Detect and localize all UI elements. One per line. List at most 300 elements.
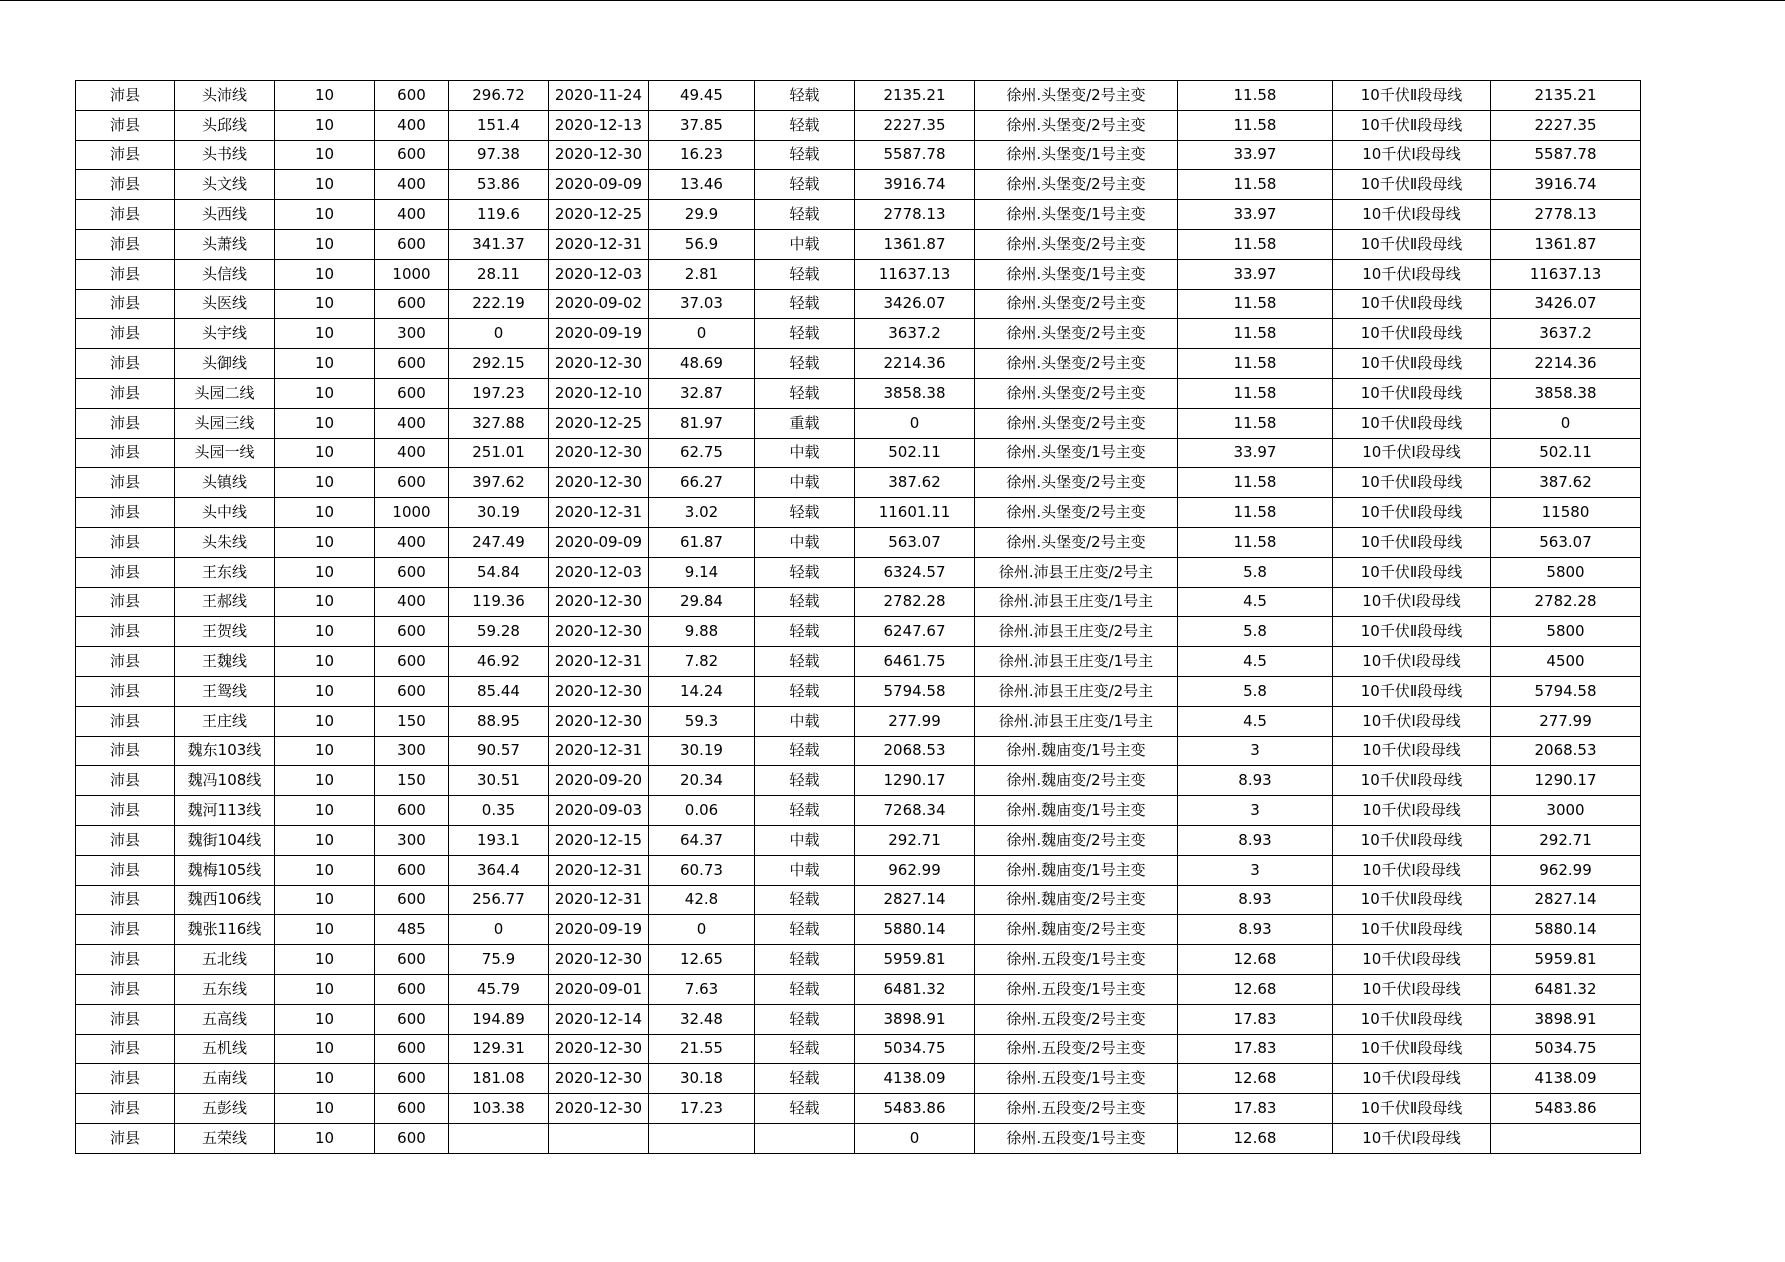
voltage-cell: 10: [275, 319, 375, 349]
transformer-cell: 徐州.五段变/2号主变: [975, 1034, 1178, 1064]
county-cell: 沛县: [76, 378, 175, 408]
county-cell: 沛县: [76, 1064, 175, 1094]
table-row: [76, 468, 1641, 498]
transformer-cell: 徐州.沛县王庄变/2号主: [975, 557, 1178, 587]
date-cell: 2020-09-20: [549, 766, 649, 796]
load-status-cell: 轻载: [755, 1004, 855, 1034]
load-cell: 30.19: [449, 498, 549, 528]
bus-section-cell: 10千伏Ⅱ段母线: [1333, 1094, 1491, 1124]
transformer-margin-cell: 33.97: [1178, 200, 1333, 230]
voltage-cell: 10: [275, 349, 375, 379]
bus-section-cell: 10千伏Ⅱ段母线: [1333, 81, 1491, 111]
voltage-cell: 10: [275, 945, 375, 975]
bus-section-cell: 10千伏Ⅱ段母线: [1333, 110, 1491, 140]
line-name-cell: 头萧线: [175, 229, 275, 259]
load-rate-cell: 62.75: [649, 438, 755, 468]
capacity-cell: 600: [375, 647, 449, 677]
available-capacity-cell: 11601.11: [855, 498, 975, 528]
load-cell: 45.79: [449, 974, 549, 1004]
adjusted-capacity-cell: 387.62: [1491, 468, 1641, 498]
capacity-cell: 150: [375, 766, 449, 796]
load-rate-cell: 2.81: [649, 259, 755, 289]
line-name-cell: 王贺线: [175, 617, 275, 647]
county-cell: 沛县: [76, 200, 175, 230]
load-cell: 54.84: [449, 557, 549, 587]
transformer-cell: 徐州.沛县王庄变/1号主: [975, 647, 1178, 677]
voltage-cell: 10: [275, 289, 375, 319]
load-cell: 292.15: [449, 349, 549, 379]
transformer-cell: 徐州.五段变/2号主变: [975, 1094, 1178, 1124]
table-row: [76, 259, 1641, 289]
date-cell: 2020-09-03: [549, 796, 649, 826]
line-name-cell: 头文线: [175, 170, 275, 200]
load-status-cell: 轻载: [755, 1034, 855, 1064]
load-cell: [449, 1123, 549, 1153]
available-capacity-cell: 1290.17: [855, 766, 975, 796]
county-cell: 沛县: [76, 468, 175, 498]
transformer-margin-cell: 11.58: [1178, 498, 1333, 528]
load-status-cell: 轻载: [755, 736, 855, 766]
available-capacity-cell: 6324.57: [855, 557, 975, 587]
load-cell: 296.72: [449, 81, 549, 111]
county-cell: 沛县: [76, 557, 175, 587]
load-cell: 222.19: [449, 289, 549, 319]
county-cell: 沛县: [76, 915, 175, 945]
load-rate-cell: 13.46: [649, 170, 755, 200]
load-rate-cell: 30.19: [649, 736, 755, 766]
load-rate-cell: 14.24: [649, 676, 755, 706]
county-cell: 沛县: [76, 885, 175, 915]
available-capacity-cell: 962.99: [855, 855, 975, 885]
available-capacity-cell: 5794.58: [855, 676, 975, 706]
table-row: [76, 438, 1641, 468]
load-status-cell: 轻载: [755, 766, 855, 796]
bus-section-cell: 10千伏Ⅰ段母线: [1333, 945, 1491, 975]
table-row: [76, 766, 1641, 796]
transformer-margin-cell: 11.58: [1178, 81, 1333, 111]
bus-section-cell: 10千伏Ⅱ段母线: [1333, 289, 1491, 319]
capacity-cell: 600: [375, 349, 449, 379]
county-cell: 沛县: [76, 319, 175, 349]
voltage-cell: 10: [275, 200, 375, 230]
load-rate-cell: 61.87: [649, 527, 755, 557]
table-row: [76, 498, 1641, 528]
county-cell: 沛县: [76, 647, 175, 677]
date-cell: 2020-12-30: [549, 1094, 649, 1124]
load-status-cell: 轻载: [755, 885, 855, 915]
date-cell: 2020-12-30: [549, 140, 649, 170]
load-status-cell: 轻载: [755, 200, 855, 230]
load-status-cell: 轻载: [755, 170, 855, 200]
county-cell: 沛县: [76, 170, 175, 200]
table-row: [76, 647, 1641, 677]
load-status-cell: 轻载: [755, 974, 855, 1004]
county-cell: 沛县: [76, 349, 175, 379]
load-status-cell: 中载: [755, 855, 855, 885]
county-cell: 沛县: [76, 81, 175, 111]
bus-section-cell: 10千伏Ⅱ段母线: [1333, 408, 1491, 438]
adjusted-capacity-cell: 3916.74: [1491, 170, 1641, 200]
table-row: [76, 110, 1641, 140]
transformer-margin-cell: 11.58: [1178, 319, 1333, 349]
date-cell: 2020-12-30: [549, 1064, 649, 1094]
capacity-cell: 600: [375, 796, 449, 826]
transformer-cell: 徐州.头堡变/1号主变: [975, 259, 1178, 289]
load-status-cell: 轻载: [755, 498, 855, 528]
transformer-cell: 徐州.头堡变/2号主变: [975, 229, 1178, 259]
available-capacity-cell: 2214.36: [855, 349, 975, 379]
adjusted-capacity-cell: 5959.81: [1491, 945, 1641, 975]
table-row: [76, 974, 1641, 1004]
voltage-cell: 10: [275, 1094, 375, 1124]
load-rate-cell: 81.97: [649, 408, 755, 438]
voltage-cell: 10: [275, 408, 375, 438]
load-status-cell: 轻载: [755, 81, 855, 111]
transformer-margin-cell: 33.97: [1178, 438, 1333, 468]
adjusted-capacity-cell: 563.07: [1491, 527, 1641, 557]
transformer-cell: 徐州.头堡变/1号主变: [975, 438, 1178, 468]
bus-section-cell: 10千伏Ⅰ段母线: [1333, 796, 1491, 826]
date-cell: 2020-09-02: [549, 289, 649, 319]
adjusted-capacity-cell: 0: [1491, 408, 1641, 438]
line-name-cell: 王魏线: [175, 647, 275, 677]
load-status-cell: 中载: [755, 468, 855, 498]
line-name-cell: 王鸳线: [175, 676, 275, 706]
capacity-cell: 600: [375, 1034, 449, 1064]
line-name-cell: 五彭线: [175, 1094, 275, 1124]
county-cell: 沛县: [76, 498, 175, 528]
county-cell: 沛县: [76, 825, 175, 855]
date-cell: 2020-12-31: [549, 647, 649, 677]
adjusted-capacity-cell: 6481.32: [1491, 974, 1641, 1004]
load-cell: 75.9: [449, 945, 549, 975]
capacity-cell: 400: [375, 587, 449, 617]
date-cell: 2020-12-15: [549, 825, 649, 855]
bus-section-cell: 10千伏Ⅰ段母线: [1333, 647, 1491, 677]
capacity-cell: 600: [375, 557, 449, 587]
line-name-cell: 头中线: [175, 498, 275, 528]
table-row: [76, 1064, 1641, 1094]
adjusted-capacity-cell: 5794.58: [1491, 676, 1641, 706]
date-cell: 2020-12-13: [549, 110, 649, 140]
load-cell: 0: [449, 915, 549, 945]
voltage-cell: 10: [275, 259, 375, 289]
transformer-margin-cell: 3: [1178, 855, 1333, 885]
transformer-margin-cell: 11.58: [1178, 408, 1333, 438]
available-capacity-cell: 2135.21: [855, 81, 975, 111]
available-capacity-cell: 502.11: [855, 438, 975, 468]
load-rate-cell: 0.06: [649, 796, 755, 826]
transformer-cell: 徐州.魏庙变/2号主变: [975, 766, 1178, 796]
table-row: [76, 527, 1641, 557]
available-capacity-cell: 2227.35: [855, 110, 975, 140]
load-status-cell: 轻载: [755, 617, 855, 647]
load-cell: 341.37: [449, 229, 549, 259]
table-row: [76, 706, 1641, 736]
bus-section-cell: 10千伏Ⅱ段母线: [1333, 378, 1491, 408]
transformer-cell: 徐州.魏庙变/1号主变: [975, 796, 1178, 826]
transformer-cell: 徐州.头堡变/2号主变: [975, 468, 1178, 498]
bus-section-cell: 10千伏Ⅱ段母线: [1333, 1034, 1491, 1064]
load-status-cell: 轻载: [755, 1064, 855, 1094]
transformer-cell: 徐州.五段变/1号主变: [975, 1123, 1178, 1153]
transformer-margin-cell: 11.58: [1178, 349, 1333, 379]
line-name-cell: 魏张116线: [175, 915, 275, 945]
county-cell: 沛县: [76, 229, 175, 259]
county-cell: 沛县: [76, 438, 175, 468]
table-row: [76, 140, 1641, 170]
transformer-margin-cell: 12.68: [1178, 974, 1333, 1004]
load-cell: 129.31: [449, 1034, 549, 1064]
capacity-cell: 400: [375, 408, 449, 438]
voltage-cell: 10: [275, 706, 375, 736]
bus-section-cell: 10千伏Ⅱ段母线: [1333, 766, 1491, 796]
transformer-cell: 徐州.头堡变/2号主变: [975, 349, 1178, 379]
available-capacity-cell: 387.62: [855, 468, 975, 498]
bus-section-cell: 10千伏Ⅰ段母线: [1333, 140, 1491, 170]
table-row: [76, 855, 1641, 885]
county-cell: 沛县: [76, 110, 175, 140]
transformer-cell: 徐州.沛县王庄变/2号主: [975, 676, 1178, 706]
bus-section-cell: 10千伏Ⅱ段母线: [1333, 915, 1491, 945]
table-row: [76, 557, 1641, 587]
line-name-cell: 五北线: [175, 945, 275, 975]
adjusted-capacity-cell: 292.71: [1491, 825, 1641, 855]
load-rate-cell: 42.8: [649, 885, 755, 915]
load-status-cell: 轻载: [755, 557, 855, 587]
bus-section-cell: 10千伏Ⅰ段母线: [1333, 1064, 1491, 1094]
table-body: [76, 81, 1641, 1154]
table-row: [76, 289, 1641, 319]
transformer-margin-cell: 11.58: [1178, 378, 1333, 408]
table-row: [76, 1034, 1641, 1064]
load-cell: 88.95: [449, 706, 549, 736]
load-cell: 397.62: [449, 468, 549, 498]
load-cell: 103.38: [449, 1094, 549, 1124]
load-rate-cell: 21.55: [649, 1034, 755, 1064]
voltage-cell: 10: [275, 140, 375, 170]
transformer-cell: 徐州.头堡变/2号主变: [975, 378, 1178, 408]
load-cell: 30.51: [449, 766, 549, 796]
county-cell: 沛县: [76, 587, 175, 617]
line-name-cell: 头御线: [175, 349, 275, 379]
table-row: [76, 170, 1641, 200]
transformer-margin-cell: 5.8: [1178, 557, 1333, 587]
date-cell: 2020-12-30: [549, 676, 649, 706]
transformer-margin-cell: 11.58: [1178, 170, 1333, 200]
transformer-margin-cell: 3: [1178, 796, 1333, 826]
capacity-cell: 600: [375, 885, 449, 915]
transformer-cell: 徐州.头堡变/2号主变: [975, 498, 1178, 528]
line-name-cell: 五东线: [175, 974, 275, 1004]
load-status-cell: 轻载: [755, 587, 855, 617]
capacity-cell: 600: [375, 1004, 449, 1034]
county-cell: 沛县: [76, 408, 175, 438]
load-cell: 119.36: [449, 587, 549, 617]
load-rate-cell: [649, 1123, 755, 1153]
voltage-cell: 10: [275, 438, 375, 468]
available-capacity-cell: 7268.34: [855, 796, 975, 826]
adjusted-capacity-cell: 5587.78: [1491, 140, 1641, 170]
county-cell: 沛县: [76, 974, 175, 1004]
capacity-cell: 600: [375, 468, 449, 498]
line-name-cell: 魏西106线: [175, 885, 275, 915]
adjusted-capacity-cell: 2778.13: [1491, 200, 1641, 230]
adjusted-capacity-cell: 277.99: [1491, 706, 1641, 736]
date-cell: 2020-09-01: [549, 974, 649, 1004]
table-row: [76, 587, 1641, 617]
line-name-cell: 头医线: [175, 289, 275, 319]
table-row: [76, 229, 1641, 259]
transformer-margin-cell: 8.93: [1178, 915, 1333, 945]
table-row: [76, 1004, 1641, 1034]
load-cell: 46.92: [449, 647, 549, 677]
load-rate-cell: 66.27: [649, 468, 755, 498]
date-cell: 2020-12-31: [549, 229, 649, 259]
transformer-cell: 徐州.五段变/1号主变: [975, 1064, 1178, 1094]
transformer-cell: 徐州.头堡变/1号主变: [975, 140, 1178, 170]
capacity-cell: 600: [375, 140, 449, 170]
available-capacity-cell: 0: [855, 408, 975, 438]
adjusted-capacity-cell: 3000: [1491, 796, 1641, 826]
line-name-cell: 头镇线: [175, 468, 275, 498]
adjusted-capacity-cell: 11637.13: [1491, 259, 1641, 289]
load-rate-cell: 37.85: [649, 110, 755, 140]
transformer-cell: 徐州.魏庙变/2号主变: [975, 825, 1178, 855]
load-rate-cell: 9.88: [649, 617, 755, 647]
bus-section-cell: 10千伏Ⅰ段母线: [1333, 736, 1491, 766]
load-status-cell: 轻载: [755, 140, 855, 170]
line-name-cell: 魏冯108线: [175, 766, 275, 796]
available-capacity-cell: 277.99: [855, 706, 975, 736]
county-cell: 沛县: [76, 796, 175, 826]
line-name-cell: 魏东103线: [175, 736, 275, 766]
bus-section-cell: 10千伏Ⅱ段母线: [1333, 527, 1491, 557]
adjusted-capacity-cell: 2068.53: [1491, 736, 1641, 766]
bus-section-cell: 10千伏Ⅱ段母线: [1333, 825, 1491, 855]
county-cell: 沛县: [76, 527, 175, 557]
capacity-cell: 300: [375, 319, 449, 349]
date-cell: 2020-12-31: [549, 736, 649, 766]
feeder-load-table: [75, 80, 1641, 1154]
available-capacity-cell: 3916.74: [855, 170, 975, 200]
adjusted-capacity-cell: 5880.14: [1491, 915, 1641, 945]
bus-section-cell: 10千伏Ⅱ段母线: [1333, 319, 1491, 349]
load-cell: 53.86: [449, 170, 549, 200]
capacity-cell: 600: [375, 676, 449, 706]
table-row: [76, 796, 1641, 826]
voltage-cell: 10: [275, 974, 375, 1004]
table-row: [76, 885, 1641, 915]
line-name-cell: 头信线: [175, 259, 275, 289]
load-status-cell: 中载: [755, 438, 855, 468]
capacity-cell: 600: [375, 289, 449, 319]
capacity-cell: 400: [375, 200, 449, 230]
load-status-cell: 轻载: [755, 378, 855, 408]
adjusted-capacity-cell: 4138.09: [1491, 1064, 1641, 1094]
capacity-cell: 600: [375, 81, 449, 111]
transformer-cell: 徐州.沛县王庄变/1号主: [975, 706, 1178, 736]
capacity-cell: 300: [375, 736, 449, 766]
county-cell: 沛县: [76, 259, 175, 289]
adjusted-capacity-cell: 5800: [1491, 617, 1641, 647]
load-cell: 194.89: [449, 1004, 549, 1034]
line-name-cell: 头园三线: [175, 408, 275, 438]
transformer-margin-cell: 11.58: [1178, 110, 1333, 140]
date-cell: 2020-12-25: [549, 200, 649, 230]
transformer-margin-cell: 4.5: [1178, 587, 1333, 617]
date-cell: 2020-12-03: [549, 557, 649, 587]
date-cell: 2020-09-19: [549, 915, 649, 945]
load-cell: 247.49: [449, 527, 549, 557]
bus-section-cell: 10千伏Ⅰ段母线: [1333, 438, 1491, 468]
voltage-cell: 10: [275, 557, 375, 587]
capacity-cell: 1000: [375, 259, 449, 289]
load-rate-cell: 59.3: [649, 706, 755, 736]
line-name-cell: 头园一线: [175, 438, 275, 468]
capacity-cell: 600: [375, 1094, 449, 1124]
table-row: [76, 319, 1641, 349]
voltage-cell: 10: [275, 1123, 375, 1153]
line-name-cell: 魏河113线: [175, 796, 275, 826]
table-row: [76, 945, 1641, 975]
load-cell: 90.57: [449, 736, 549, 766]
date-cell: 2020-12-25: [549, 408, 649, 438]
date-cell: 2020-12-31: [549, 498, 649, 528]
transformer-margin-cell: 4.5: [1178, 647, 1333, 677]
load-status-cell: 轻载: [755, 259, 855, 289]
date-cell: 2020-09-19: [549, 319, 649, 349]
line-name-cell: 五高线: [175, 1004, 275, 1034]
load-rate-cell: 32.48: [649, 1004, 755, 1034]
voltage-cell: 10: [275, 796, 375, 826]
date-cell: 2020-12-30: [549, 468, 649, 498]
county-cell: 沛县: [76, 736, 175, 766]
adjusted-capacity-cell: 3637.2: [1491, 319, 1641, 349]
available-capacity-cell: 3898.91: [855, 1004, 975, 1034]
transformer-cell: 徐州.头堡变/2号主变: [975, 81, 1178, 111]
transformer-cell: 徐州.沛县王庄变/2号主: [975, 617, 1178, 647]
load-status-cell: 轻载: [755, 915, 855, 945]
capacity-cell: 600: [375, 855, 449, 885]
load-status-cell: 轻载: [755, 289, 855, 319]
voltage-cell: 10: [275, 170, 375, 200]
bus-section-cell: 10千伏Ⅰ段母线: [1333, 706, 1491, 736]
adjusted-capacity-cell: 3898.91: [1491, 1004, 1641, 1034]
available-capacity-cell: 5959.81: [855, 945, 975, 975]
load-status-cell: 重载: [755, 408, 855, 438]
bus-section-cell: 10千伏Ⅰ段母线: [1333, 200, 1491, 230]
table-row: [76, 349, 1641, 379]
load-rate-cell: 49.45: [649, 81, 755, 111]
adjusted-capacity-cell: 962.99: [1491, 855, 1641, 885]
capacity-cell: 400: [375, 110, 449, 140]
voltage-cell: 10: [275, 617, 375, 647]
load-status-cell: 轻载: [755, 945, 855, 975]
adjusted-capacity-cell: 2827.14: [1491, 885, 1641, 915]
load-cell: 97.38: [449, 140, 549, 170]
transformer-margin-cell: 11.58: [1178, 468, 1333, 498]
available-capacity-cell: 2827.14: [855, 885, 975, 915]
capacity-cell: 600: [375, 945, 449, 975]
transformer-cell: 徐州.头堡变/2号主变: [975, 289, 1178, 319]
adjusted-capacity-cell: [1491, 1123, 1641, 1153]
county-cell: 沛县: [76, 855, 175, 885]
table-row: [76, 915, 1641, 945]
voltage-cell: 10: [275, 1064, 375, 1094]
date-cell: 2020-12-30: [549, 587, 649, 617]
page-top-rule: [0, 0, 1785, 1]
